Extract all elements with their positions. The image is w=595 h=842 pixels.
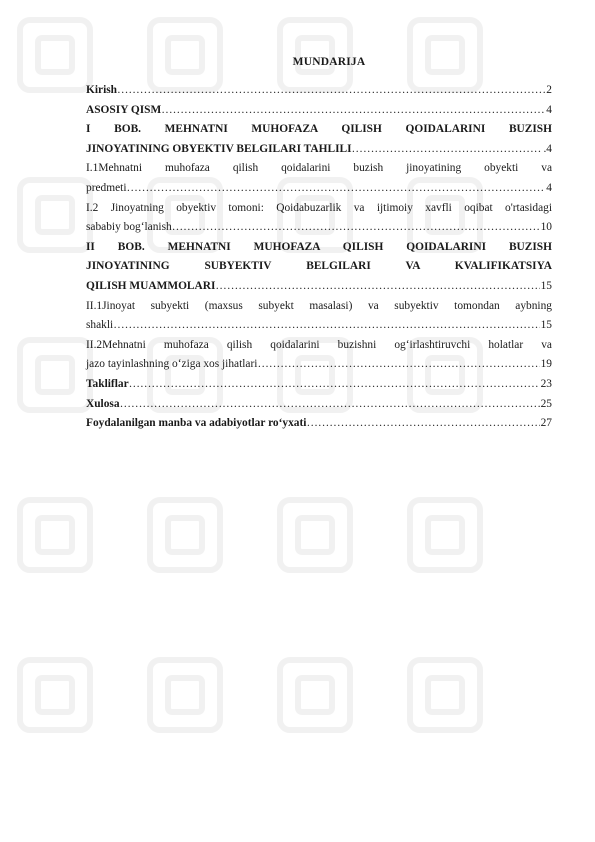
toc-page-number: 19: [540, 358, 552, 371]
toc-entry-line: I.1Mehnatni muhofaza qilish qoidalarini buzish jinoyatining obyekti va: [86, 162, 552, 175]
dot-leader: [117, 81, 545, 101]
toc-entry-label: JINOYATINING OBYEKTIV BELGILARI TAHLILI: [86, 142, 352, 155]
toc-entry-label: shakli: [86, 319, 114, 332]
dot-leader: [172, 218, 540, 238]
toc-entry-line: I.2 Jinoyatning obyektiv tomoni: Qoidabuzarlik va ijtimoiy xavfli oqibat o'rtasidagi: [86, 201, 552, 214]
toc-entry-label: predmeti: [86, 181, 127, 194]
toc-entry-line: II.2Mehnatni muhofaza qilish qoidalarini buzishni og‘irlashtiruvchi holatlar va: [86, 338, 552, 351]
toc-entry-xulosa[interactable]: [86, 395, 552, 415]
toc-entry-section-2-1[interactable]: [86, 297, 552, 336]
toc-page-number: 27: [540, 417, 552, 430]
toc-entry-section-1-2[interactable]: [86, 199, 552, 238]
toc-entry-line: II BOB. MEHNATNI MUHOFAZA QILISH QOIDALARINI BUZISH: [86, 240, 552, 253]
toc-entry-label: Foydalanilgan manba va adabiyotlar ro‘yxati: [86, 417, 307, 430]
dot-leader: [127, 179, 546, 199]
toc-entry-kirish[interactable]: [86, 81, 552, 101]
toc-page-number: 2: [546, 84, 552, 96]
dot-leader: [129, 375, 540, 395]
table-of-contents: [86, 81, 552, 434]
toc-entry-takliflar[interactable]: [86, 375, 552, 395]
toc-entry-line: II.1Jinoyat subyekti (maxsus subyekt masalasi) va subyektiv tomondan aybning: [86, 299, 552, 312]
toc-page-number: 23: [540, 377, 552, 390]
dot-leader: [352, 140, 543, 160]
toc-page-number: 10: [540, 221, 552, 234]
toc-entry-label: sababiy bog‘lanish: [86, 221, 172, 234]
dot-leader: [306, 414, 539, 434]
toc-page-number: 25: [540, 397, 552, 410]
toc-entry-label: QILISH MUAMMOLARI: [86, 279, 216, 292]
page-title: MUNDARIJA: [292, 56, 366, 68]
toc-page-number: 4: [546, 103, 552, 116]
toc-entry-line: JINOYATINING SUBYEKTIV BELGILARI VA KVALIFIKATSIYA: [86, 260, 552, 273]
toc-entry-line: I BOB. MEHNATNI MUHOFAZA QILISH QOIDALARINI BUZISH: [86, 123, 552, 136]
toc-page-number: 15: [540, 279, 552, 292]
toc-entry-bibliography[interactable]: [86, 414, 552, 434]
toc-entry-asosiy-qism[interactable]: [86, 101, 552, 121]
document-page: [86, 56, 552, 434]
toc-entry-label: Kirish: [86, 84, 118, 96]
dot-leader: [113, 316, 539, 336]
dot-leader: [161, 101, 545, 121]
toc-page-number: 15: [540, 319, 552, 332]
toc-entry-section-1-1[interactable]: [86, 159, 552, 198]
toc-entry-chapter-1[interactable]: [86, 120, 552, 159]
toc-entry-section-2-2[interactable]: [86, 336, 552, 375]
toc-page-number: 4: [546, 181, 552, 194]
toc-entry-label: Xulosa: [86, 397, 120, 410]
dot-leader: [257, 355, 539, 375]
toc-entry-chapter-2[interactable]: [86, 238, 552, 297]
toc-page-number: .4: [543, 142, 552, 155]
toc-entry-label: jazo tayinlashning o‘ziga xos jihatlari: [86, 358, 258, 371]
toc-entry-label: Takliflar: [86, 377, 129, 390]
toc-entry-label: ASOSIY QISM: [86, 103, 162, 116]
dot-leader: [215, 277, 539, 297]
dot-leader: [120, 395, 540, 415]
